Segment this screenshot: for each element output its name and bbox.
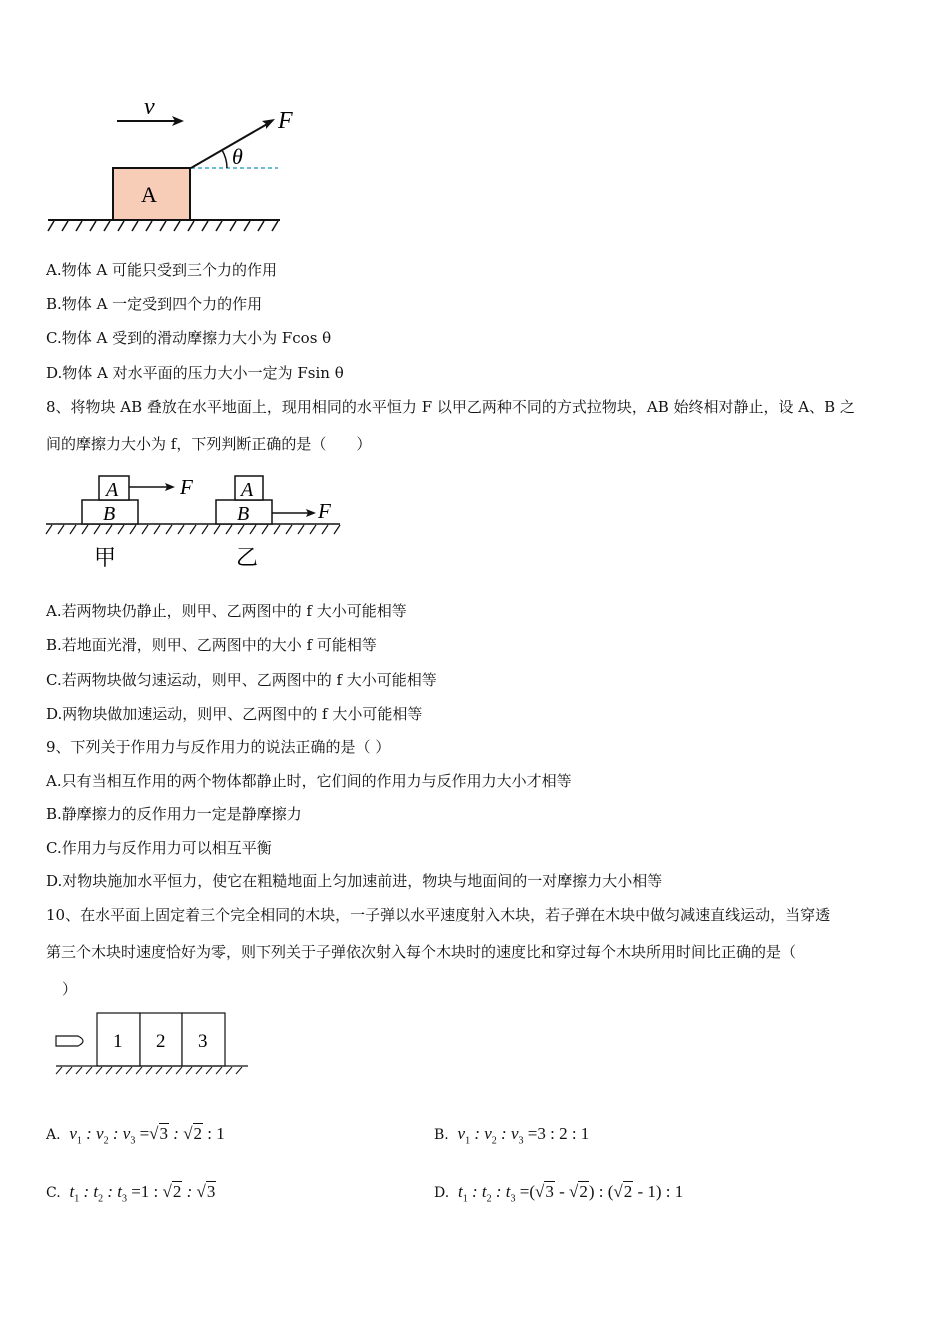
q10-option-d: D. $t_1$ : $t_2$ : $t_3 =(√3 - √2)$ : (√2 - 1) : 1: [434, 1182, 684, 1205]
q7-option-d: D.物体 A 对水平面的压力大小一定为 Fsin θ: [46, 364, 344, 382]
left-block-b-label: B: [103, 503, 116, 525]
q10-stem-line1: 10、在水平面上固定着三个完全相同的木块，一子弹以水平速度射入木块，若子弹在木块中做匀减速直线运动，当穿透: [46, 906, 831, 924]
right-block-b-label: B: [237, 503, 250, 525]
q8-stem-line1: 8、将物块 AB 叠放在水平地面上，现用相同的水平恒力 F 以甲乙两种不同的方式拉物块，AB 始终相对静止，设 A、B 之: [46, 398, 855, 416]
q8-option-c: C.若两物块做匀速运动，则甲、乙两图中的 f 大小可能相等: [46, 671, 437, 689]
q8-stem-line2: 间的摩擦力大小为 f，下列判断正确的是（ ）: [46, 435, 372, 453]
force-label: F: [278, 108, 293, 134]
q9-stem: 9、下列关于作用力与反作用力的说法正确的是（ ）: [46, 738, 391, 756]
q10-option-b: B. $v_1$ : $v_2$ : $v_3 =3$ : 2 : 1: [434, 1124, 590, 1147]
figure-stacked-blocks: [44, 470, 349, 578]
wood-block-2-label: 2: [156, 1031, 166, 1052]
q9-option-a: A.只有当相互作用的两个物体都静止时，它们间的作用力与反作用力大小才相等: [46, 772, 572, 790]
wood-block-1-label: 1: [113, 1031, 123, 1052]
q10-stem-line3: ）: [62, 980, 78, 998]
q10-option-a: A. $v_1$ : $v_2$ : $v_3 =√3$ : √2 : 1: [46, 1124, 225, 1147]
block-a-label: A: [141, 182, 157, 207]
q7-option-b: B.物体 A 一定受到四个力的作用: [46, 295, 263, 313]
q8-option-b: B.若地面光滑，则甲、乙两图中的大小 f 可能相等: [46, 636, 377, 654]
wood-block-3-label: 3: [198, 1031, 208, 1052]
figure-block-force: [44, 92, 314, 242]
q9-option-c: C.作用力与反作用力可以相互平衡: [46, 839, 272, 857]
left-caption: 甲: [94, 546, 117, 571]
right-block-a-label: A: [241, 479, 254, 501]
q7-option-c: C.物体 A 受到的滑动摩擦力大小为 Fcos θ: [46, 329, 332, 347]
right-caption: 乙: [236, 546, 259, 571]
left-force-label: F: [180, 475, 193, 499]
q8-option-a: A.若两物块仍静止，则甲、乙两图中的 f 大小可能相等: [46, 602, 407, 620]
q7-option-a: A.物体 A 可能只受到三个力的作用: [46, 261, 277, 279]
right-force-label: F: [318, 499, 331, 523]
q10-stem-line2: 第三个木块时速度恰好为零，则下列关于子弹依次射入每个木块时的速度比和穿过每个木块所用时间比正确的是（: [46, 943, 797, 961]
q9-option-b: B.静摩擦力的反作用力一定是静摩擦力: [46, 805, 302, 823]
q8-option-d: D.两物块做加速运动，则甲、乙两图中的 f 大小可能相等: [46, 705, 423, 723]
q10-option-c: C. $t_1$ : $t_2$ : $t_3 =1$ : √2 : √3: [46, 1182, 216, 1205]
angle-label: θ: [232, 144, 243, 169]
left-block-a-label: A: [106, 479, 119, 501]
velocity-label: v: [144, 94, 155, 120]
q9-option-d: D.对物块施加水平恒力，使它在粗糙地面上匀加速前进，物块与地面间的一对摩擦力大小相等: [46, 872, 663, 890]
figure-bullet-blocks: [50, 1010, 255, 1080]
